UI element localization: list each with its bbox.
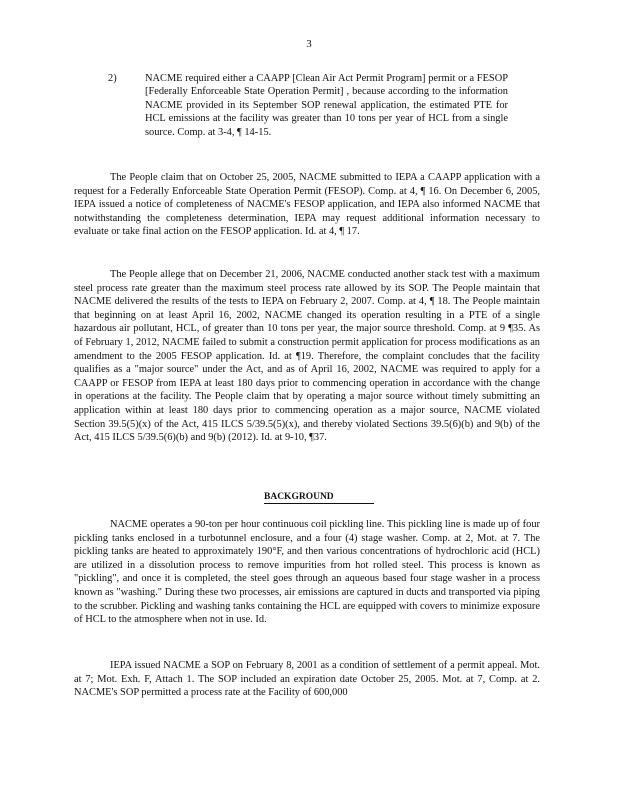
paragraph-claim: The People claim that on October 25, 2005, NACME submitted to IEPA a CAAPP application with a request for a Federally Enforceable State Operation Permit (FESOP). Comp. at 4, ¶ 16. On December 6, 2005, IEPA issued a notice of completeness of NACME's FESOP application, and IEPA also informed NACME that notwithstanding the completeness determination, IEPA may request additional information necessary to evaluate or take final action on the FESOP application. Id. at 4, ¶ 17. — [74, 172, 540, 238]
paragraph-background: NACME operates a 90-ton per hour continuous coil pickling line. This pickling line is made up of four pickling tanks enclosed in a turbotunnel enclosure, and a four (4) stage washer. Comp. at 2, Mot. at 7. The pickling tanks are heated to approximately 190°F, and then various concentrations of hydrochloric acid (HCL) are utilized in a dissolution process to remove impurities from hot rolled steel. This process is known as "pickling", and once it is completed, the steel goes through an aqueous based four stage washer in a process known as "washing." During these two processes, air emissions are captured in ducts and transported via piping to the scrubber. Pickling and washing tanks containing the HCL are equipped with covers to minimize exposure of HCL to the atmosphere when not in use. Id. — [74, 519, 540, 626]
paragraph-sop: IEPA issued NACME a SOP on February 8, 2001 as a condition of settlement of a permit appeal. Mot. at 7; Mot. Exh. F, Attach 1. The SOP included an expiration date October 25, 2005. Mot. at 7, Comp. at 2. NACME's SOP permitted a process rate at the Facility of 600,000 — [74, 660, 540, 699]
page-number: 3 — [306, 38, 312, 50]
paragraph-allegation: The People allege that on December 21, 2006, NACME conducted another stack test with a maximum steel process rate greater than the maximum steel process rate allowed by its SOP. The People maintain that NACME delivered the results of the tests to IEPA on February 2, 2007. Comp. at 4, ¶ 18. The People maintain that beginning on at least April 16, 2002, NACME changed its operation resulting in a PTE of a single hazardous air pollutant, HCL, of greater than 10 tons per year, the major source threshold. Comp. at 9 ¶35. As of February 1, 2012, NACME failed to submit a construction permit application for process modifications as an amendment to the 2005 FESOP application. Id. at ¶19. Therefore, the complaint concludes that the facility qualifies as a "major source" under the Act, and as of April 16, 2002, NACME was required to apply for a CAAPP or FESOP from IEPA at least 180 days prior to commencing operation in accordance with the change in operations at the facility. The People claim that by operating a major source without timely submitting an application within at least 180 days prior to commencing operation as a major source, NACME violated Section 39.5(5)(x) of the Act, 415 ILCS 5/39.5(5)(x), and thereby violated Sections 39.5(6)(b) and 9(b) of the Act, 415 ILCS 5/39.5(6)(b) and 9(b) (2012). Id. at 9-10, ¶37. — [74, 269, 540, 444]
section-heading-background: BACKGROUND — [264, 492, 374, 504]
item-number: 2) — [108, 73, 117, 84]
numbered-item — [108, 72, 508, 139]
item-text: NACME required either a CAAPP [Clean Air Act Permit Program] permit or a FESOP [Federally Enforceable State Operation Permit] , because according to the information NACME provided in its September SOP renewal application, the estimated PTE for HCL emissions at the facility was greater than 10 tons per year of HCL from a single source. Comp. at 3-4, ¶ 14-15. — [145, 73, 508, 138]
